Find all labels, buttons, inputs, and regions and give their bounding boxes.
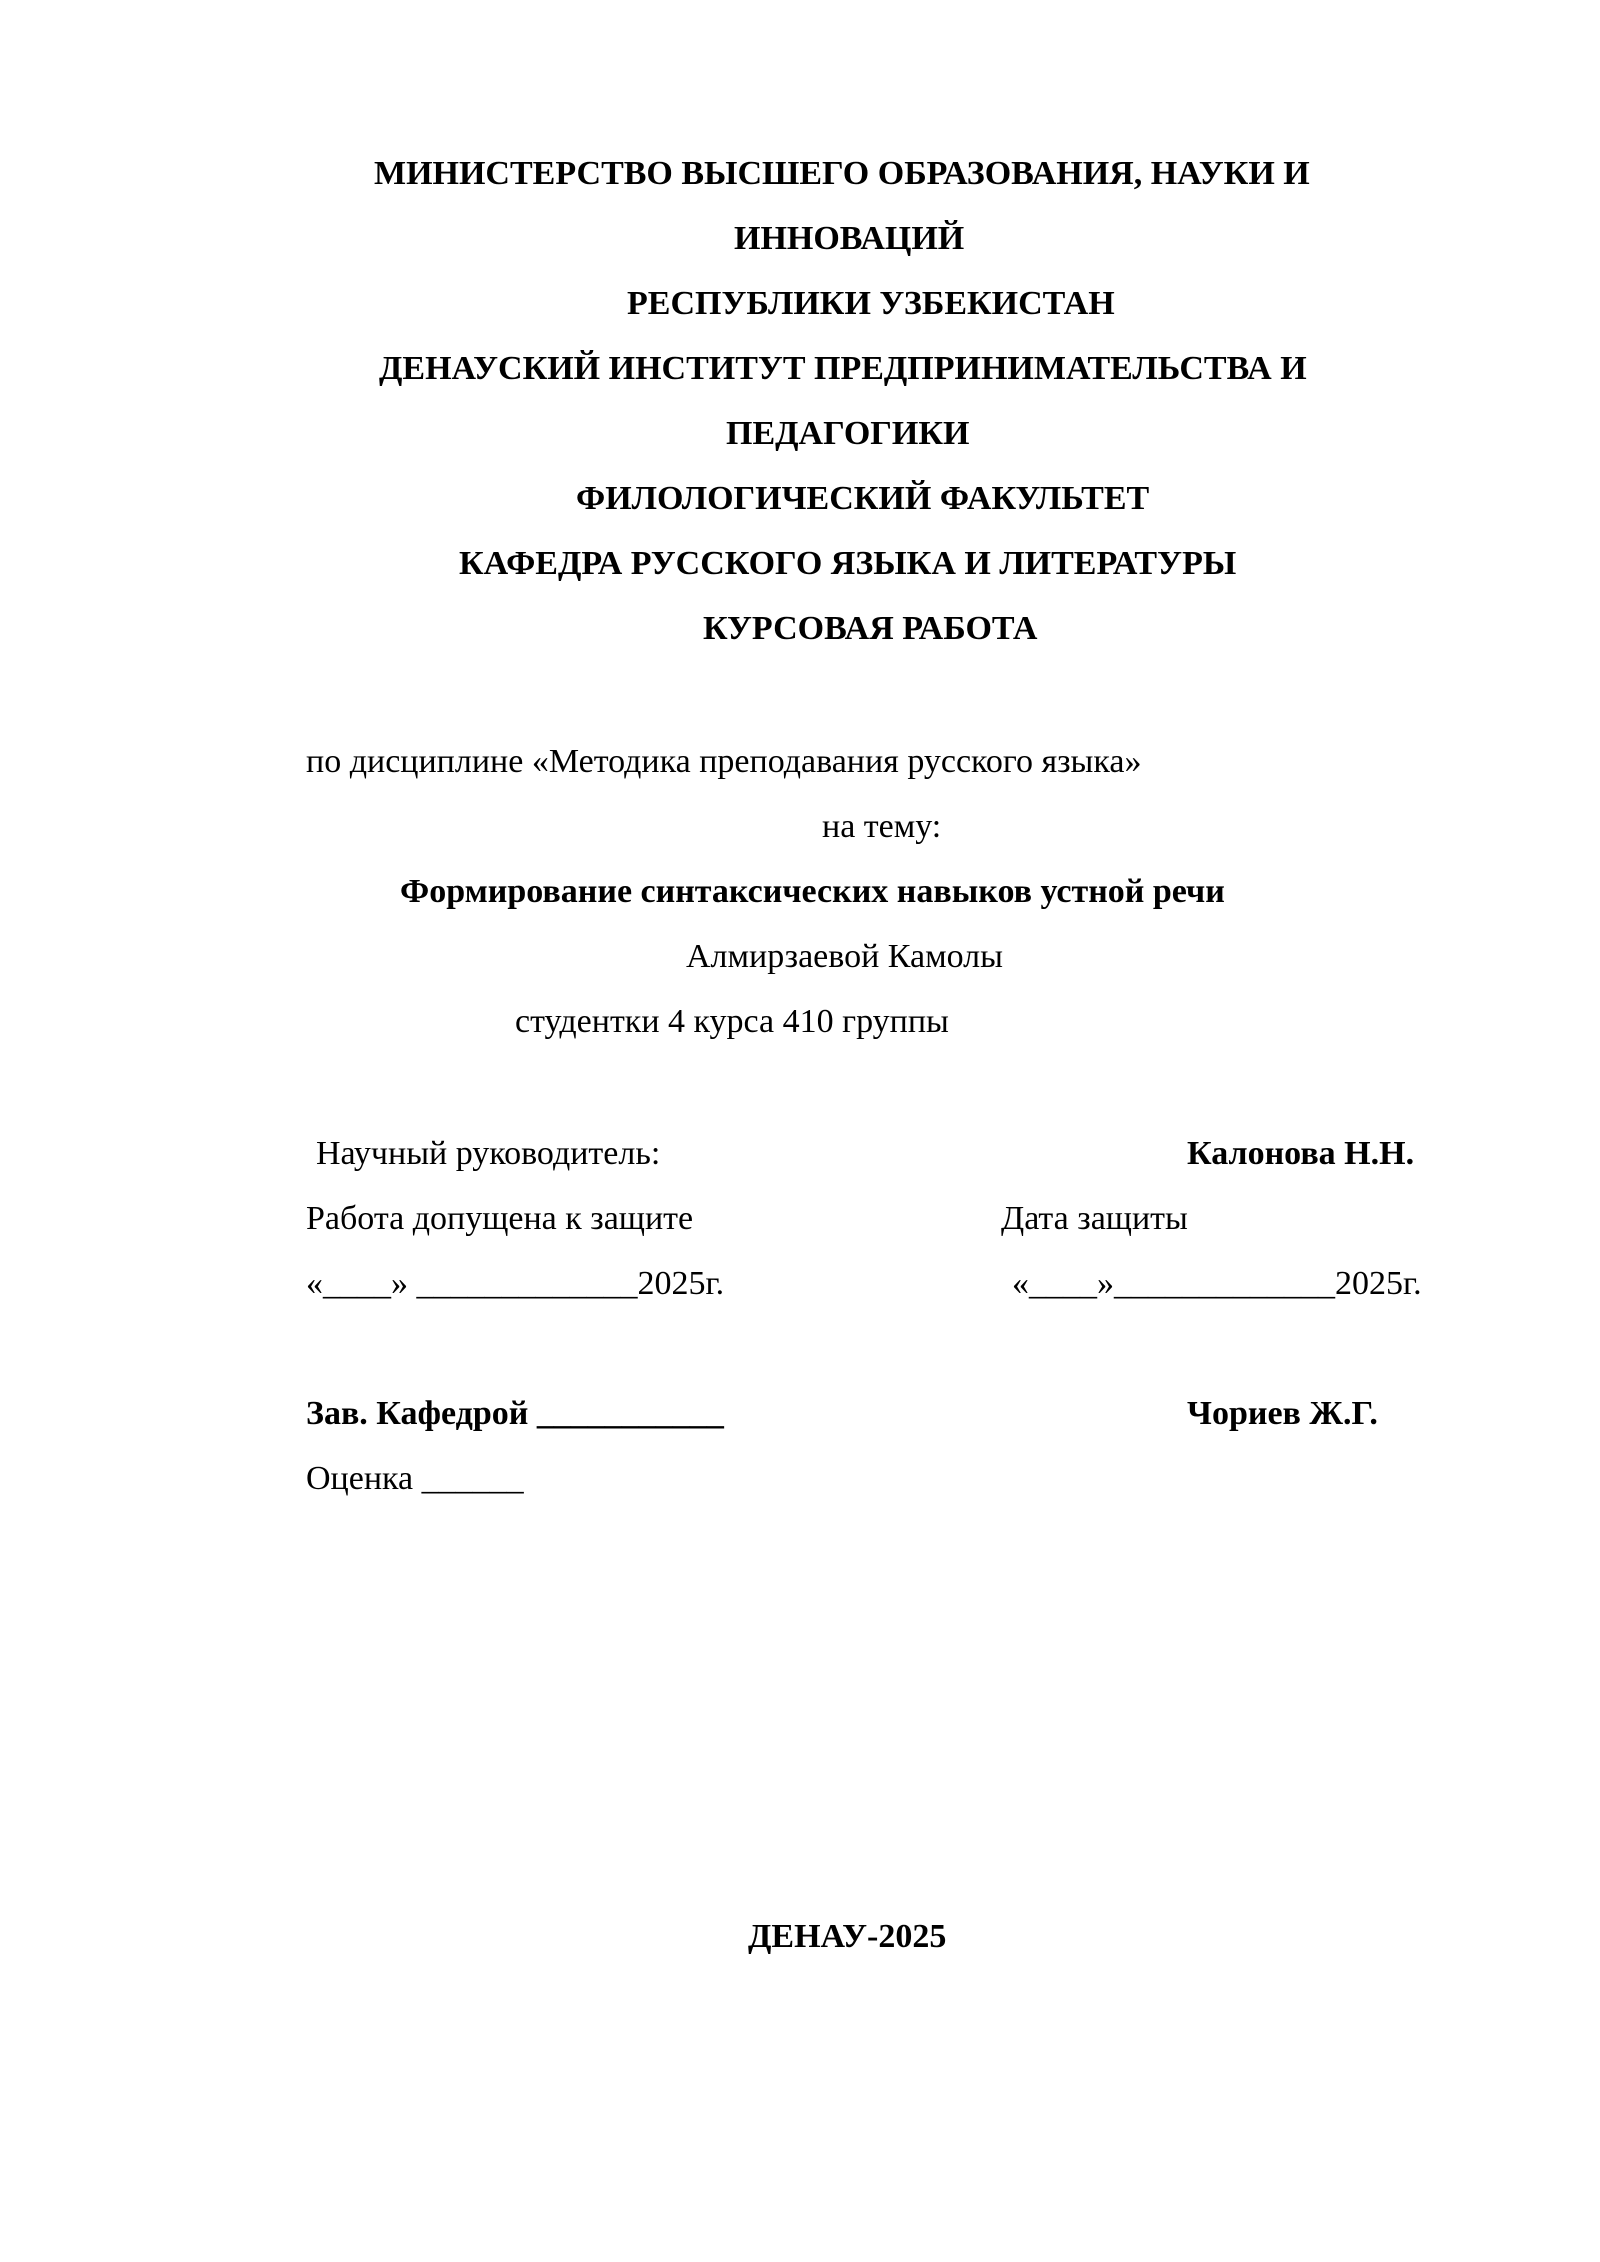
header-institute-line2: ПЕДАГОГИКИ: [726, 415, 970, 452]
discipline: по дисциплине «Методика преподавания русского языка»: [306, 743, 1142, 780]
defense-date-label: Дата защиты: [1001, 1200, 1188, 1237]
header-faculty: ФИЛОЛОГИЧЕСКИЙ ФАКУЛЬТЕТ: [576, 480, 1150, 517]
head-of-department-label: Зав. Кафедрой ___________: [306, 1395, 724, 1432]
student-name: Алмирзаевой Камолы: [686, 938, 1003, 975]
header-republic: РЕСПУБЛИКИ УЗБЕКИСТАН: [627, 285, 1115, 322]
supervisor-name: Калонова Н.Н.: [1187, 1135, 1415, 1172]
header-department: КАФЕДРА РУССКОГО ЯЗЫКА И ЛИТЕРАТУРЫ: [459, 545, 1237, 582]
supervisor-label: Научный руководитель:: [316, 1135, 661, 1172]
student-group: студентки 4 курса 410 группы: [515, 1003, 949, 1040]
admitted-date: «____» _____________2025г.: [306, 1265, 725, 1302]
document-type: КУРСОВАЯ РАБОТА: [703, 610, 1038, 647]
header-ministry-line2: ИННОВАЦИЙ: [734, 220, 965, 257]
place-year: ДЕНАУ-2025: [748, 1918, 947, 1955]
header-ministry-line1: МИНИСТЕРСТВО ВЫСШЕГО ОБРАЗОВАНИЯ, НАУКИ И: [374, 155, 1310, 192]
topic-label: на тему:: [822, 808, 942, 845]
grade-field: Оценка ______: [306, 1460, 524, 1497]
defense-date: «____»_____________2025г.: [1012, 1265, 1422, 1302]
head-of-department-name: Чориев Ж.Г.: [1187, 1395, 1378, 1432]
topic-title: Формирование синтаксических навыков устной речи: [400, 873, 1225, 910]
admitted-label: Работа допущена к защите: [306, 1200, 694, 1237]
header-institute-line1: ДЕНАУСКИЙ ИНСТИТУТ ПРЕДПРИНИМАТЕЛЬСТВА И: [379, 350, 1307, 387]
